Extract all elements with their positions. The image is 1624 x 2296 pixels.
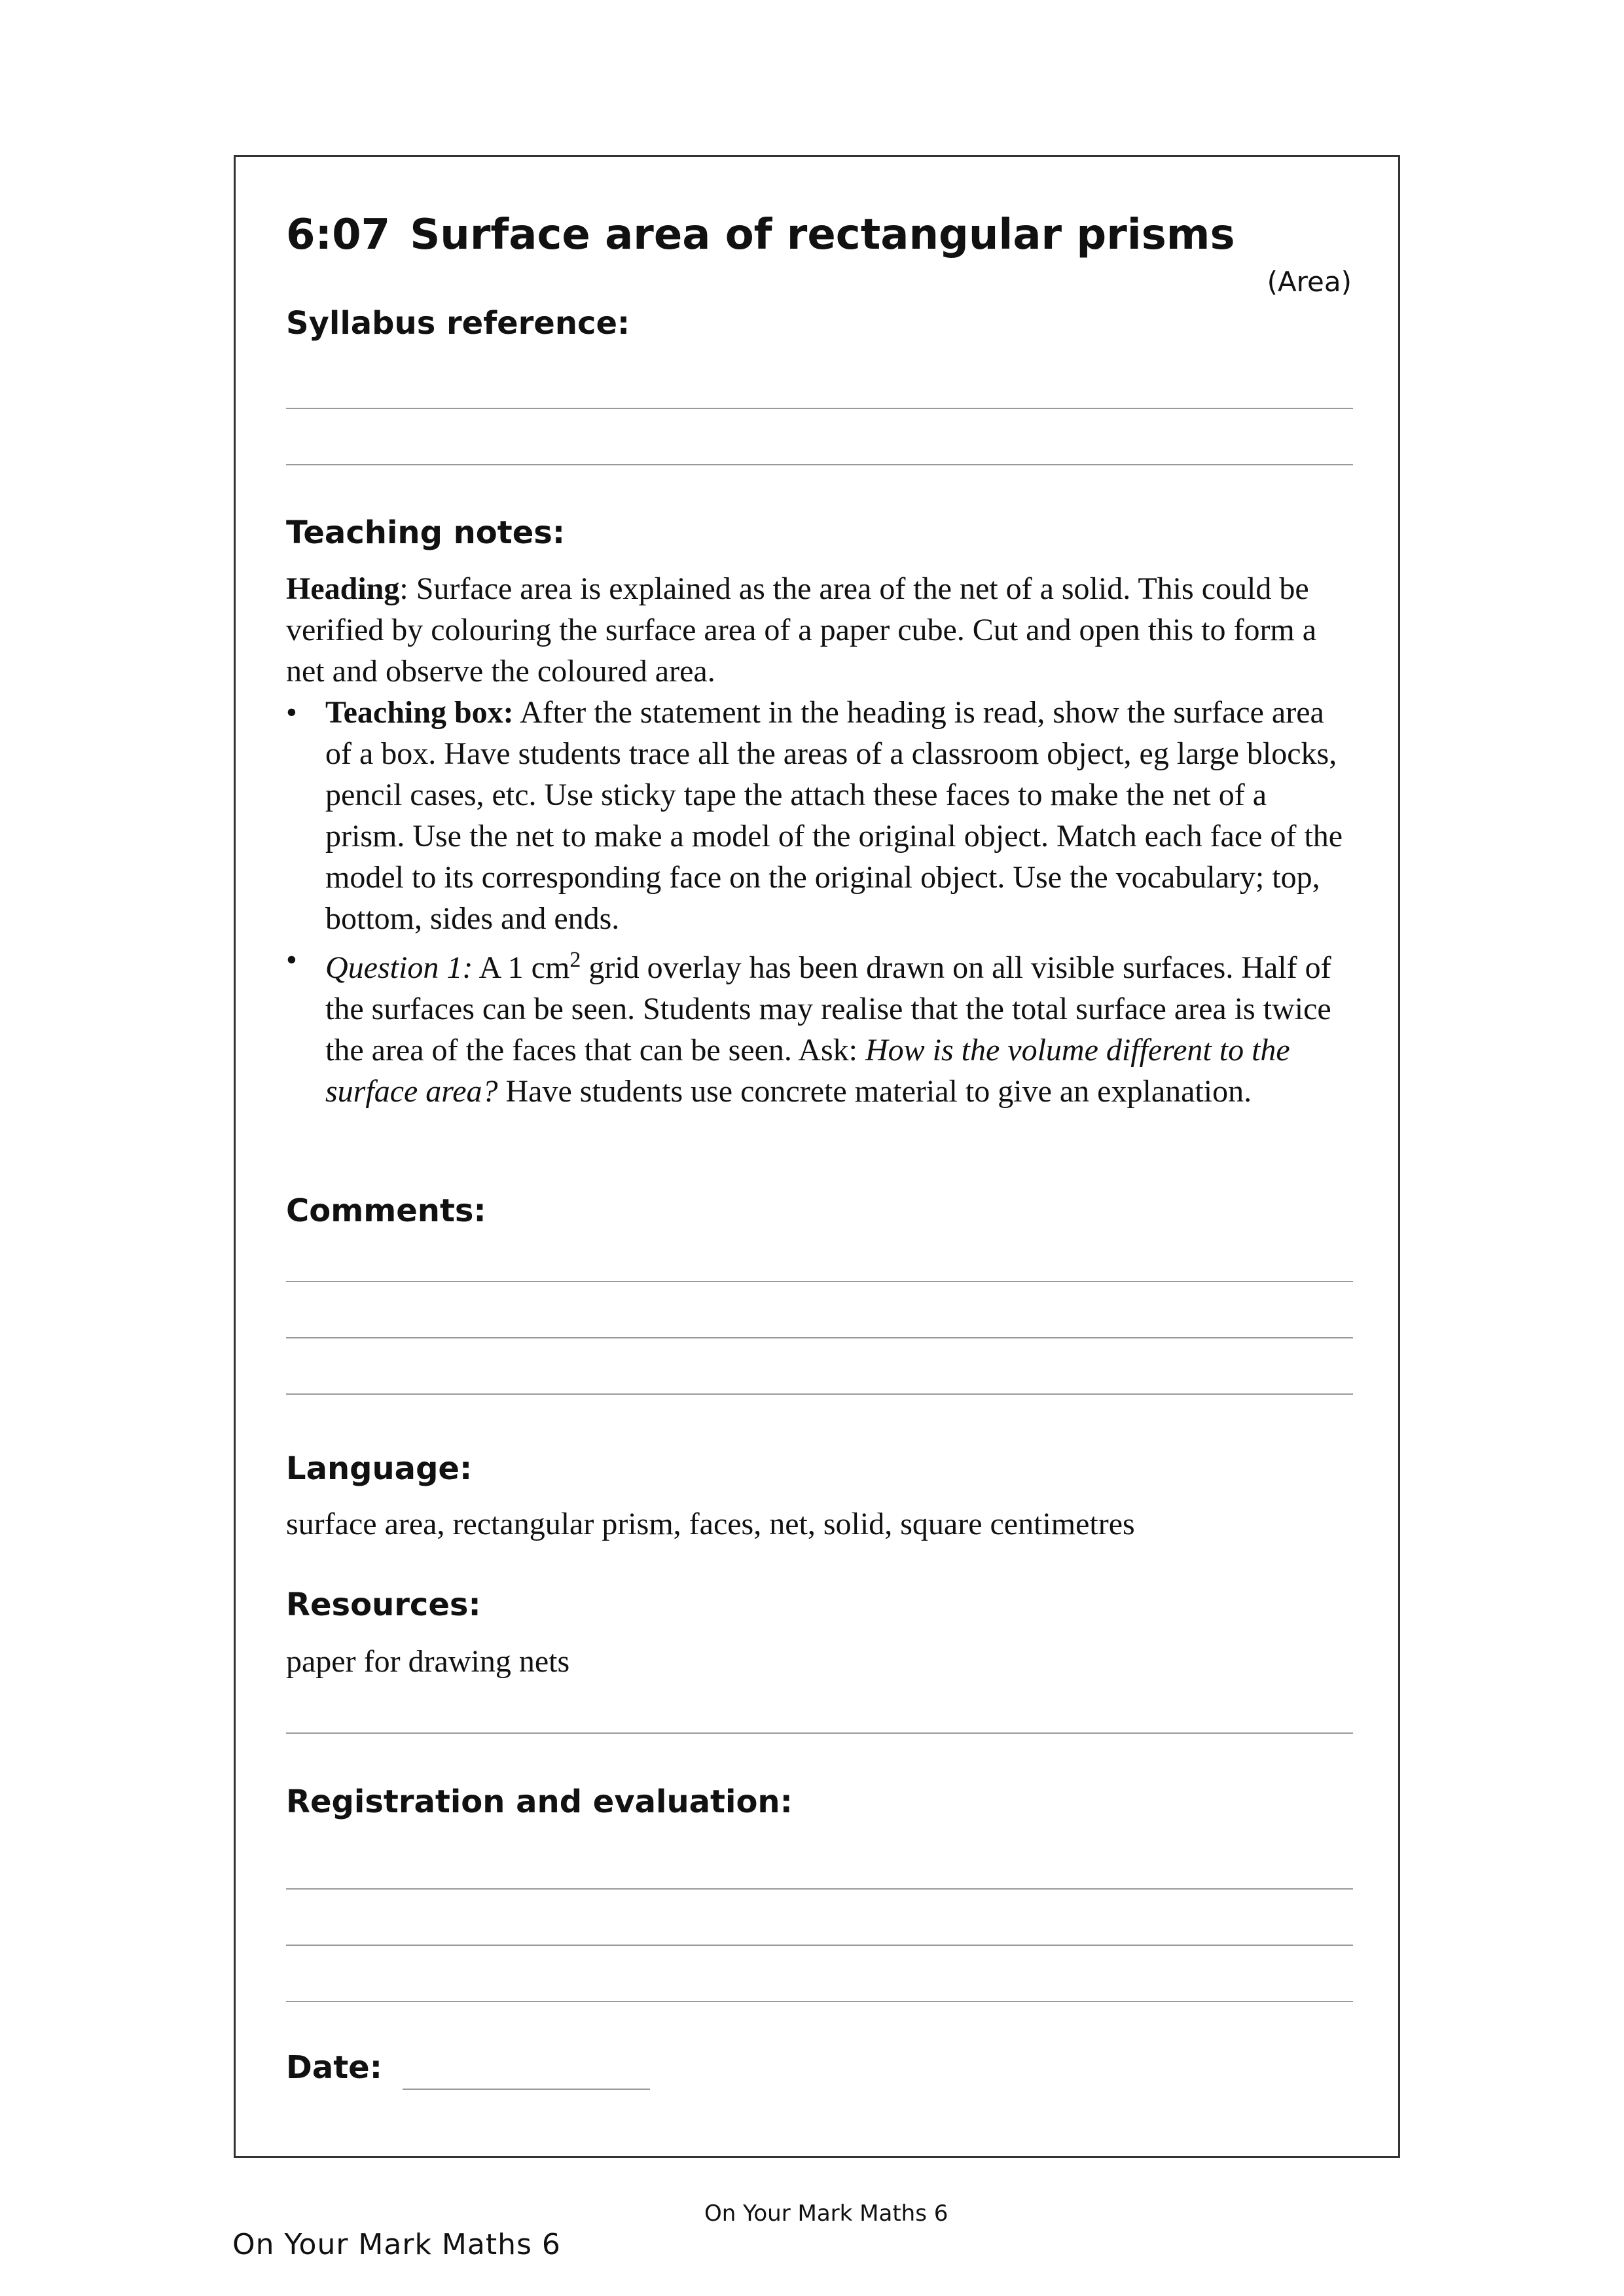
question-text-continued: grid overlay has been drawn on all visible surfaces. Half of the surfaces can be seen. Students may realise that the total surface area is twice the area of the faces that can be seen. Ask: bbox=[325, 950, 1331, 1067]
lesson-title: Surface area of rectangular prisms bbox=[410, 211, 1235, 259]
teaching-notes-body bbox=[286, 568, 1353, 1112]
question-superscript: 2 bbox=[569, 948, 581, 972]
page-title bbox=[286, 211, 1235, 259]
registration-line-2 bbox=[286, 1945, 1353, 1946]
teaching-box-text: After the statement in the heading is read, show the surface area of a box. Have students trace all the areas of a classroom object, eg large blocks, pencil cases, etc. Use sticky tape the attach these faces to make the net of a prism. Use the net to make a model of the original object. Match each face of the model to its corresponding face on the original object. Use the vocabulary; top, bottom, sides and ends. bbox=[325, 695, 1343, 936]
resources-heading: Resources: bbox=[286, 1587, 481, 1623]
comments-line-1 bbox=[286, 1281, 1353, 1282]
syllabus-line-1 bbox=[286, 408, 1353, 409]
page-frame bbox=[234, 155, 1400, 2158]
comments-heading: Comments: bbox=[286, 1193, 486, 1229]
language-heading: Language: bbox=[286, 1450, 473, 1487]
registration-heading: Registration and evaluation: bbox=[286, 1784, 793, 1820]
bullet-icon: • bbox=[286, 942, 297, 977]
question-label: Question 1: bbox=[325, 950, 473, 985]
date-label: Date: bbox=[286, 2049, 382, 2086]
footer-left: On Your Mark Maths 6 bbox=[232, 2228, 561, 2261]
notes-list bbox=[286, 692, 1353, 1112]
footer-center: On Your Mark Maths 6 bbox=[704, 2200, 948, 2227]
teaching-box-label: Teaching box: bbox=[325, 695, 514, 730]
bullet-icon: • bbox=[286, 695, 297, 730]
registration-line-3 bbox=[286, 2001, 1353, 2002]
teaching-notes-heading: Teaching notes: bbox=[286, 514, 566, 551]
lesson-number: 6:07 bbox=[286, 211, 391, 259]
heading-note-text: : Surface area is explained as the area of the net of a solid. This could be verified by colouring the surface area of a paper cube. Cut and open this to form a net and observe the coloured area. bbox=[286, 571, 1317, 689]
registration-line-1 bbox=[286, 1888, 1353, 1890]
heading-note-label: Heading bbox=[286, 571, 400, 606]
list-item bbox=[286, 692, 1353, 939]
resources-text: paper for drawing nets bbox=[286, 1644, 570, 1679]
strand-label: (Area) bbox=[1267, 266, 1352, 298]
question-italic: How is the volume different to the surface area? bbox=[325, 1033, 1290, 1109]
comments-line-2 bbox=[286, 1337, 1353, 1338]
syllabus-line-2 bbox=[286, 464, 1353, 465]
language-text: surface area, rectangular prism, faces, net, solid, square centimetres bbox=[286, 1507, 1135, 1541]
comments-line-3 bbox=[286, 1393, 1353, 1395]
question-text-end: Have students use concrete material to give an explanation. bbox=[497, 1074, 1252, 1109]
heading-note bbox=[286, 568, 1353, 692]
list-item bbox=[286, 939, 1353, 1112]
syllabus-heading: Syllabus reference: bbox=[286, 305, 630, 342]
resources-line bbox=[286, 1732, 1353, 1734]
date-line bbox=[403, 2089, 650, 2090]
question-text: A 1 cm bbox=[473, 950, 570, 985]
